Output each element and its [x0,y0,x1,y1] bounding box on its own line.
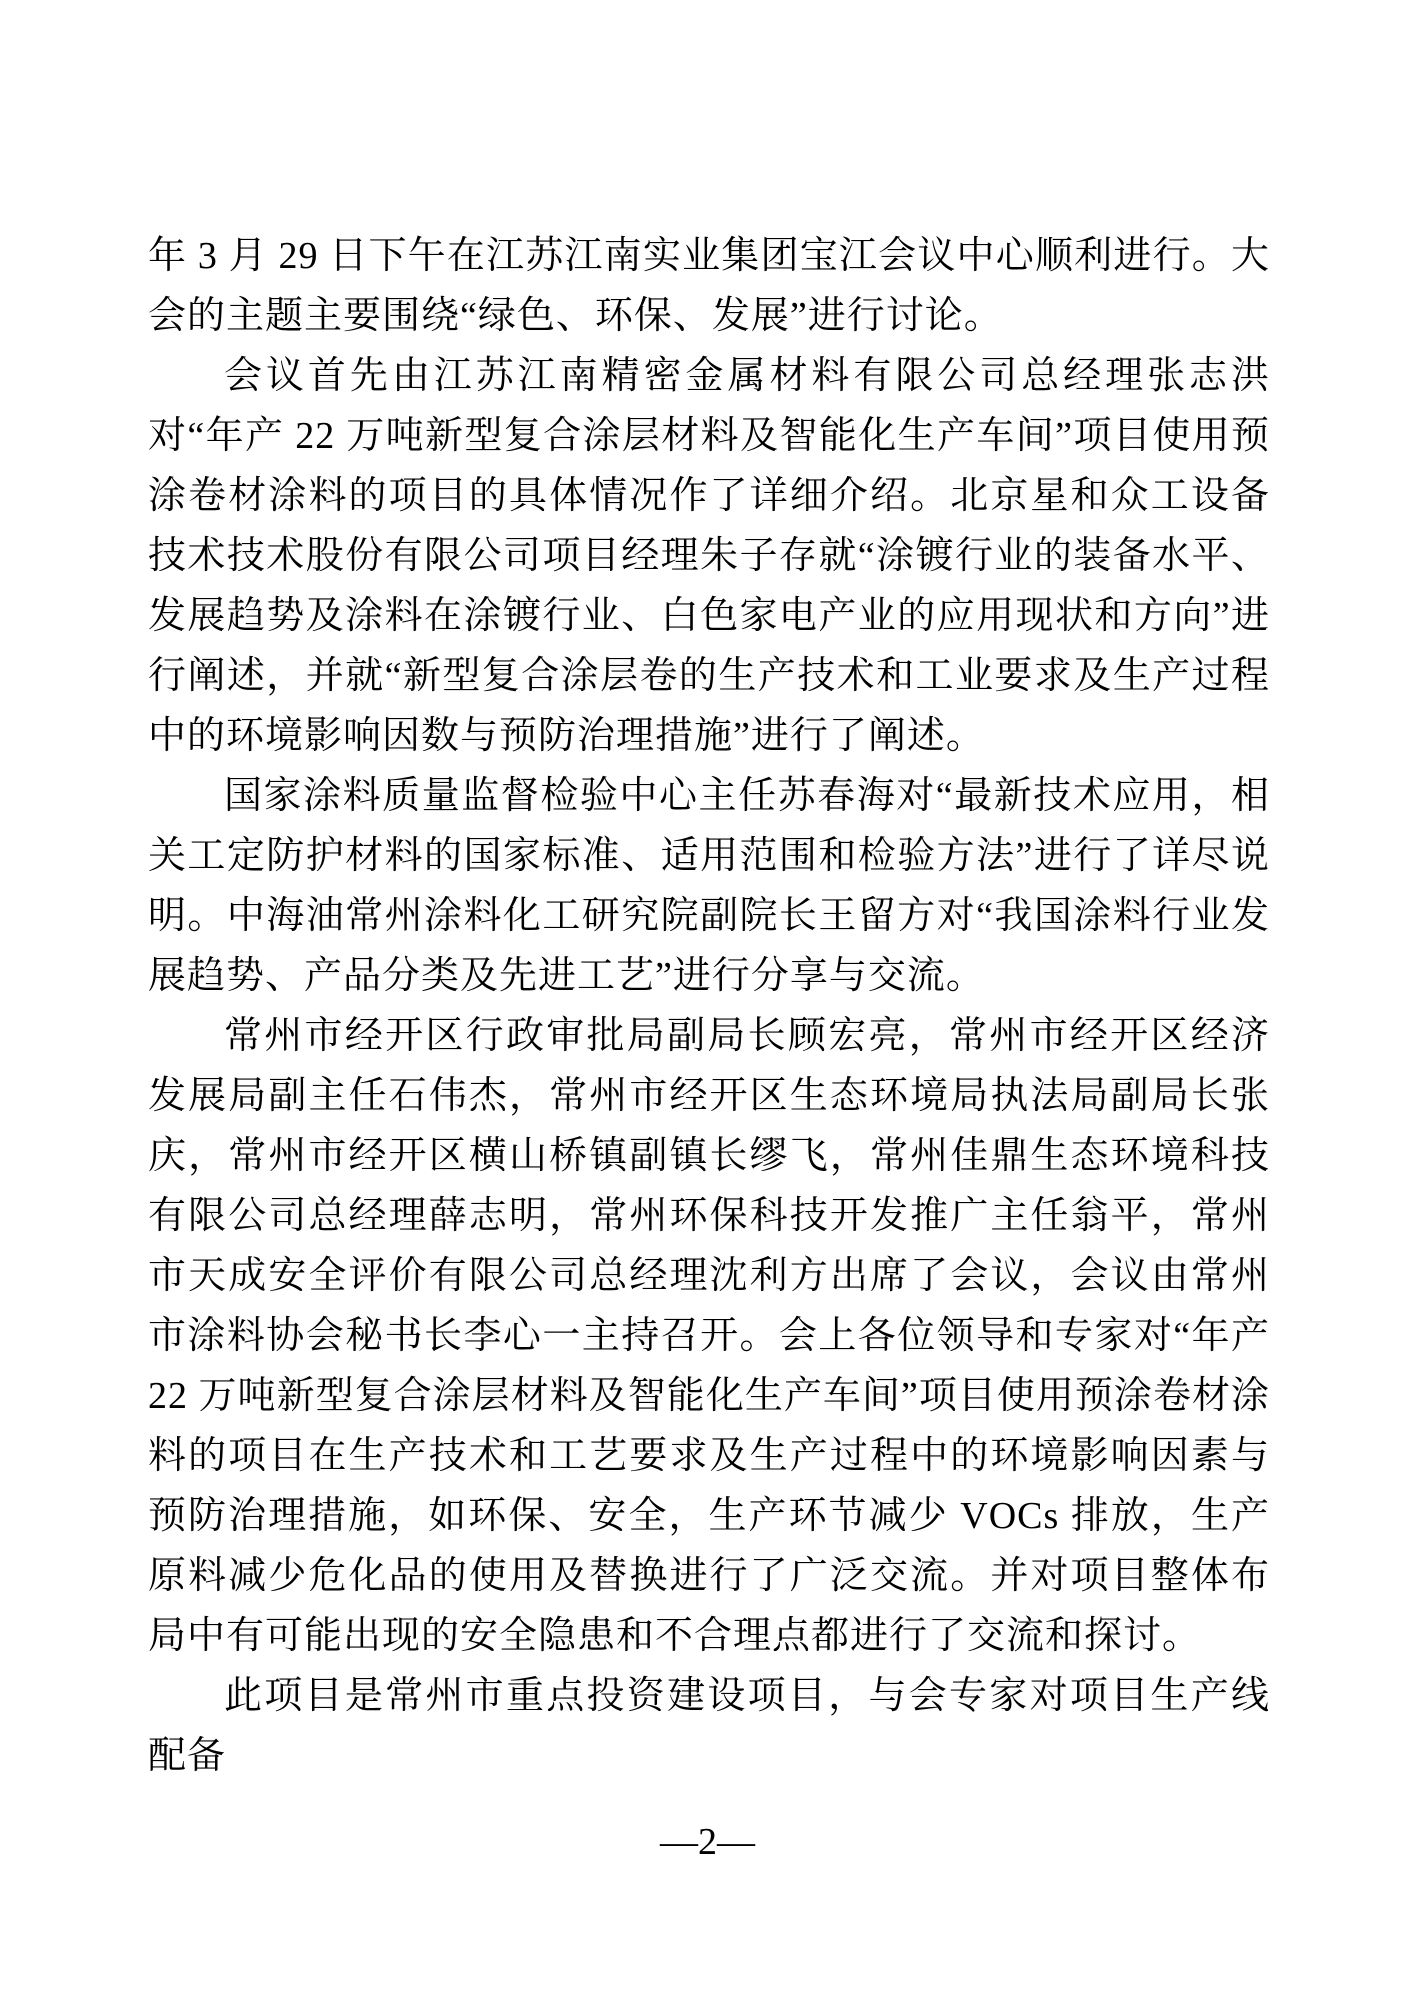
paragraph: 此项目是常州市重点投资建设项目，与会专家对项目生产线配备 [148,1675,1270,1777]
paragraph: 国家涂料质量监督检验中心主任苏春海对“最新技术应用，相关工定防护材料的国家标准、适用范围和检验方法”进行了详尽说明。中海油常州涂料化工研究院副院长王留方对“我国涂料行业发展趋势、产品分类及先进工艺”进行分享与交流。 [148,775,1270,997]
paragraph: 常州市经开区行政审批局副局长顾宏亮，常州市经开区经济发展局副主任石伟杰，常州市经开区生态环境局执法局副局长张庆，常州市经开区横山桥镇副镇长缪飞，常州佳鼎生态环境科技有限公司总经理薛志明，常州环保科技开发推广主任翁平，常州市天成安全评价有限公司总经理沈利方出席了会议，会议由常州市涂料协会秘书长李心一主持召开。会上各位领导和专家对“年产 22 万吨新型复合涂层材料及智能化生产车间”项目使用预涂卷材涂料的项目在生产技术和工艺要求及生产过程中的环境影响因素与预防治理措施，如环保、安全，生产环节减少 VOCs 排放，生产原料减少危化品的使用及替换进行了广泛交流。并对项目整体布局中有可能出现的安全隐患和不合理点都进行了交流和探讨。 [148,1015,1270,1657]
document-body [148,226,1270,1786]
paragraph: 会议首先由江苏江南精密金属材料有限公司总经理张志洪对“年产 22 万吨新型复合涂层材料及智能化生产车间”项目使用预涂卷材涂料的项目的具体情况作了详细介绍。北京星和众工设备技术技术股份有限公司项目经理朱子存就“涂镀行业的装备水平、发展趋势及涂料在涂镀行业、白色家电产业的应用现状和方向”进行阐述，并就“新型复合涂层卷的生产技术和工业要求及生产过程中的环境影响因数与预防治理措施”进行了阐述。 [148,355,1270,757]
page-number: —2— [660,1821,755,1863]
paragraph-continuation: 年 3 月 29 日下午在江苏江南实业集团宝江会议中心顺利进行。大会的主题主要围绕“绿色、环保、发展”进行讨论。 [148,235,1270,337]
